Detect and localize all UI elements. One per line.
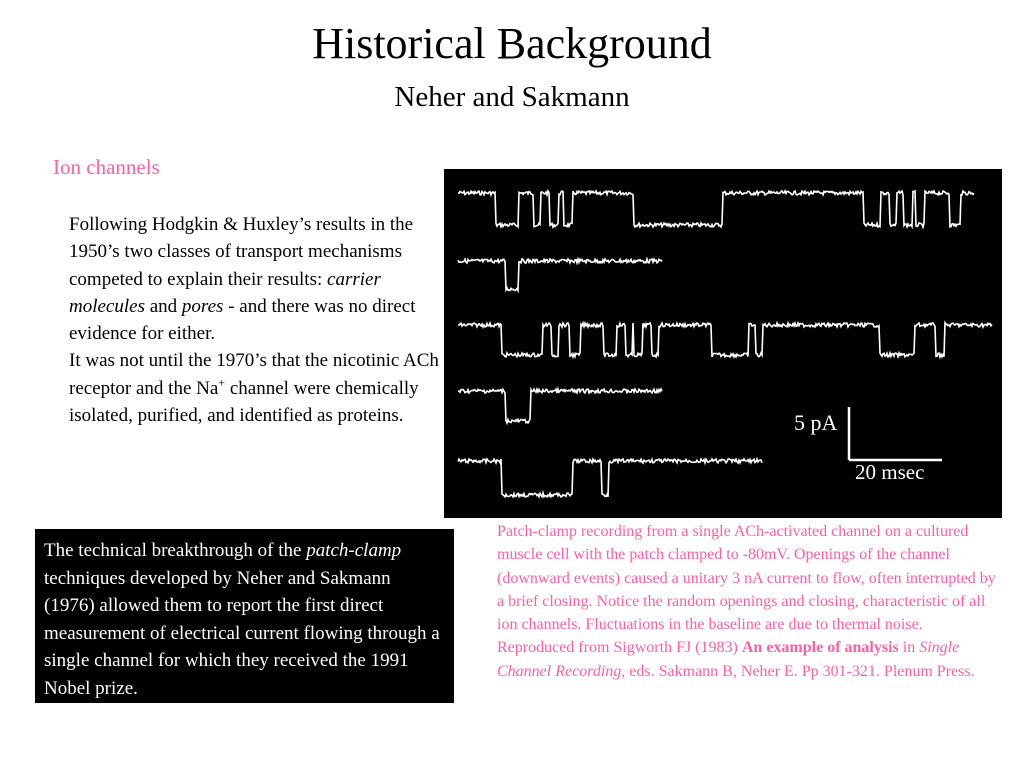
- current-trace-2: [458, 259, 662, 291]
- current-trace-1: [458, 191, 974, 227]
- slide-title: Historical Background: [312, 19, 712, 68]
- scale-bar: [794, 407, 942, 484]
- caption-book-title: Single Channel Recording,: [497, 639, 960, 680]
- caption-text-run: eds. Sakmann B, Neher E. Pp 301-321. Plenum Press.: [625, 662, 975, 680]
- superscript-plus: +: [218, 375, 226, 390]
- caption-bold-title: An example of analysis: [741, 639, 899, 657]
- current-traces: [458, 191, 992, 497]
- slide-subtitle: Neher and Sakmann: [394, 81, 630, 113]
- current-trace-5: [458, 459, 762, 497]
- body-paragraph-1: [69, 211, 439, 347]
- callout-text-run: techniques developed by Neher and Sakmann (1976) allowed them to report the first direct measurement of electrical current flowing through a single channel for which they received the 1991 Nobel prize.: [44, 567, 440, 699]
- figure-caption: [497, 520, 997, 683]
- section-heading: Ion channels: [53, 155, 160, 179]
- body-text-run: channel were chemically isolated, purified, and identified as proteins.: [69, 377, 419, 427]
- caption-text-run: Patch-clamp recording from a single ACh-activated channel on a cultured muscle cell with the patch clamped to -80mV. Openings of the channel (downward events) caused a unitary 3 nA current to flow, often interrupted by a brief closing. Notice the random openings and closing, characteristic of all ion channels. Fluctuations in the baseline are due to thermal noise. Reproduced from Sigworth FJ (1983): [497, 523, 996, 657]
- patch-clamp-term: patch-clamp: [306, 540, 402, 561]
- body-paragraph-2: [69, 347, 439, 429]
- pores-term: pores: [181, 295, 224, 317]
- recording-traces: [444, 169, 1002, 518]
- scale-time-label: 20 msec: [855, 460, 925, 484]
- body-text-run: - and there was no direct evidence for either.: [69, 295, 416, 345]
- caption-text-run: in: [898, 639, 920, 657]
- body-text: [69, 211, 439, 429]
- current-trace-3: [458, 323, 992, 357]
- current-trace-4: [458, 389, 662, 423]
- patch-clamp-callout: [35, 529, 454, 703]
- body-text-run: Following Hodgkin & Huxley’s results in the 1950’s two classes of transport mechanisms competed to explain their results:: [69, 214, 414, 290]
- body-text-run: It was not until the 1970’s that the nicotinic ACh receptor and the Na: [69, 350, 439, 399]
- carrier-molecules-term: carrier molecules: [69, 268, 381, 317]
- patch-clamp-recording-figure: [444, 169, 1002, 518]
- callout-text-run: The technical breakthrough of the: [44, 540, 307, 561]
- scale-current-label: 5 pA: [794, 410, 838, 435]
- body-text-run: and: [144, 295, 182, 317]
